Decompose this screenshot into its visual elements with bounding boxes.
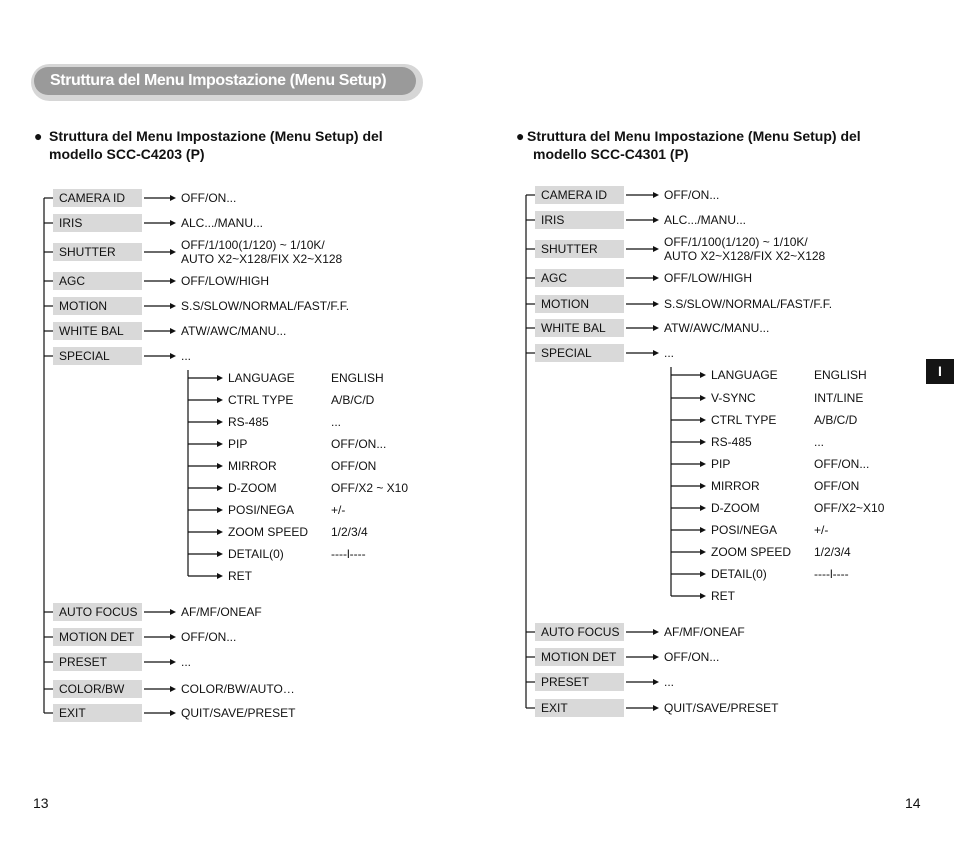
submenu-item-label: RS-485 (711, 435, 752, 449)
submenu-item-value: OFF/ON... (814, 457, 870, 471)
menu-item-value: ATW/AWC/MANU... (181, 324, 287, 338)
arrow-icon (671, 372, 706, 378)
menu-item-value: OFF/LOW/HIGH (664, 271, 752, 285)
menu-item-value: AF/MF/ONEAF (664, 625, 745, 639)
submenu-item-value: OFF/ON... (331, 437, 387, 451)
submenu-item-label: MIRROR (228, 459, 277, 473)
submenu-item-label: D-ZOOM (228, 481, 277, 495)
submenu-item-value: ... (331, 415, 342, 429)
arrow-icon (671, 527, 706, 533)
menu-item-value: ... (664, 346, 675, 360)
menu-item-value: AUTO X2~X128/FIX X2~X128 (664, 249, 826, 263)
menu-item-label: EXIT (535, 699, 624, 717)
submenu-item-label: MIRROR (711, 479, 760, 493)
arrow-icon (626, 705, 659, 711)
menu-item-value: OFF/1/100(1/120) ~ 1/10K/ (181, 238, 325, 252)
menu-item-label: SHUTTER (53, 243, 142, 261)
submenu-item-label: POSI/NEGA (228, 503, 295, 517)
arrow-icon (671, 417, 706, 423)
submenu-item-label: CTRL TYPE (228, 393, 294, 407)
menu-item-value: ATW/AWC/MANU... (664, 321, 770, 335)
menu-item-label: AGC (535, 269, 624, 287)
arrow-icon (626, 325, 659, 331)
menu-item-label: CAMERA ID (535, 186, 624, 204)
menu-item-value: ALC.../MANU... (181, 216, 264, 230)
arrow-icon (671, 593, 706, 599)
menu-item-value: OFF/ON... (664, 650, 720, 664)
menu-item-value: AF/MF/ONEAF (181, 605, 262, 619)
submenu-item-value: OFF/ON (331, 459, 377, 473)
submenu-item-label: RET (711, 589, 735, 603)
menu-item-value: AUTO X2~X128/FIX X2~X128 (181, 252, 343, 266)
submenu-item-label: PIP (228, 437, 248, 451)
menu-item-label: WHITE BAL (53, 322, 142, 340)
menu-item-label: SHUTTER (535, 240, 624, 258)
menu-item-value: ... (181, 349, 192, 363)
submenu-item-label: LANGUAGE (711, 368, 778, 382)
arrow-icon (626, 275, 659, 281)
menu-item-label: PRESET (535, 673, 624, 691)
arrow-icon (626, 350, 659, 356)
page-number-left: 13 (33, 795, 49, 811)
submenu-item-label: DETAIL(0) (711, 567, 767, 581)
bullet-icon: ● (34, 128, 43, 144)
submenu-item-label: RS-485 (228, 415, 269, 429)
arrow-icon (671, 483, 706, 489)
submenu-item-label: CTRL TYPE (711, 413, 777, 427)
menu-item-label: MOTION DET (53, 628, 142, 646)
arrow-icon (671, 571, 706, 577)
menu-item-label: PRESET (53, 653, 142, 671)
submenu-item-value: ----l---- (331, 547, 366, 561)
menu-item-value: S.S/SLOW/NORMAL/FAST/F.F. (181, 299, 350, 313)
left-heading-line-1: Struttura del Menu Impostazione (Menu Setup) del (49, 128, 383, 144)
menu-item-label: SPECIAL (53, 347, 142, 365)
submenu-item-label: ZOOM SPEED (711, 545, 792, 559)
menu-item-label: CAMERA ID (53, 189, 142, 207)
menu-item-label: AUTO FOCUS (535, 623, 624, 641)
section-title: Struttura del Menu Impostazione (Menu Setup) (34, 67, 416, 95)
submenu-item-value: A/B/C/D (331, 393, 375, 407)
menu-item-value: QUIT/SAVE/PRESET (181, 706, 296, 720)
submenu-item-label: V-SYNC (711, 391, 756, 405)
menu-item-value: OFF/1/100(1/120) ~ 1/10K/ (664, 235, 808, 249)
submenu-item-label: LANGUAGE (228, 371, 295, 385)
submenu-item-value: 1/2/3/4 (814, 545, 851, 559)
submenu-item-label: ZOOM SPEED (228, 525, 309, 539)
menu-item-value: QUIT/SAVE/PRESET (664, 701, 779, 715)
menu-item-label: SPECIAL (535, 344, 624, 362)
submenu-item-label: RET (228, 569, 252, 583)
arrow-icon (626, 192, 659, 198)
page-number-right: 14 (905, 795, 921, 811)
submenu-item-label: POSI/NEGA (711, 523, 778, 537)
menu-item-label: MOTION DET (535, 648, 624, 666)
menu-item-label: EXIT (53, 704, 142, 722)
submenu-item-value: A/B/C/D (814, 413, 858, 427)
submenu-item-value: INT/LINE (814, 391, 864, 405)
arrow-icon (671, 505, 706, 511)
submenu-item-label: PIP (711, 457, 731, 471)
right-heading-line-2: modello SCC-C4301 (P) (533, 146, 689, 162)
menu-item-value: OFF/ON... (664, 188, 720, 202)
submenu-item-value: OFF/X2~X10 (814, 501, 885, 515)
submenu-item-value: ENGLISH (814, 368, 867, 382)
menu-item-value: ... (664, 675, 675, 689)
language-section-tab: I (926, 359, 954, 384)
submenu-item-value: ENGLISH (331, 371, 384, 385)
menu-item-value: ALC.../MANU... (664, 213, 747, 227)
menu-item-label: IRIS (535, 211, 624, 229)
menu-item-label: AGC (53, 272, 142, 290)
right-heading-line-1: Struttura del Menu Impostazione (Menu Setup) del (527, 128, 861, 144)
menu-item-value: ... (181, 655, 192, 669)
arrow-icon (626, 301, 659, 307)
arrow-icon (671, 549, 706, 555)
arrow-icon (626, 629, 659, 635)
menu-item-label: MOTION (535, 295, 624, 313)
arrow-icon (626, 679, 659, 685)
menu-item-value: OFF/ON... (181, 191, 237, 205)
submenu-item-label: DETAIL(0) (228, 547, 284, 561)
submenu-item-label: D-ZOOM (711, 501, 760, 515)
submenu-item-value: +/- (331, 503, 346, 517)
menu-item-value: OFF/ON... (181, 630, 237, 644)
arrow-icon (671, 461, 706, 467)
submenu-item-value: 1/2/3/4 (331, 525, 368, 539)
menu-item-label: COLOR/BW (53, 680, 142, 698)
bullet-icon: ● (516, 128, 525, 144)
left-heading-line-2: modello SCC-C4203 (P) (49, 146, 205, 162)
submenu-item-value: OFF/X2 ~ X10 (331, 481, 409, 495)
submenu-item-value: ... (814, 435, 825, 449)
menu-item-value: S.S/SLOW/NORMAL/FAST/F.F. (664, 297, 833, 311)
arrow-icon (671, 439, 706, 445)
submenu-item-value: +/- (814, 523, 829, 537)
arrow-icon (626, 217, 659, 223)
menu-item-value: COLOR/BW/AUTO… (181, 682, 295, 696)
arrow-icon (626, 246, 659, 252)
arrow-icon (626, 654, 659, 660)
menu-item-value: OFF/LOW/HIGH (181, 274, 269, 288)
submenu-item-value: ----l---- (814, 567, 849, 581)
menu-item-label: IRIS (53, 214, 142, 232)
menu-item-label: AUTO FOCUS (53, 603, 142, 621)
menu-item-label: MOTION (53, 297, 142, 315)
menu-item-label: WHITE BAL (535, 319, 624, 337)
arrow-icon (671, 395, 706, 401)
submenu-item-value: OFF/ON (814, 479, 860, 493)
